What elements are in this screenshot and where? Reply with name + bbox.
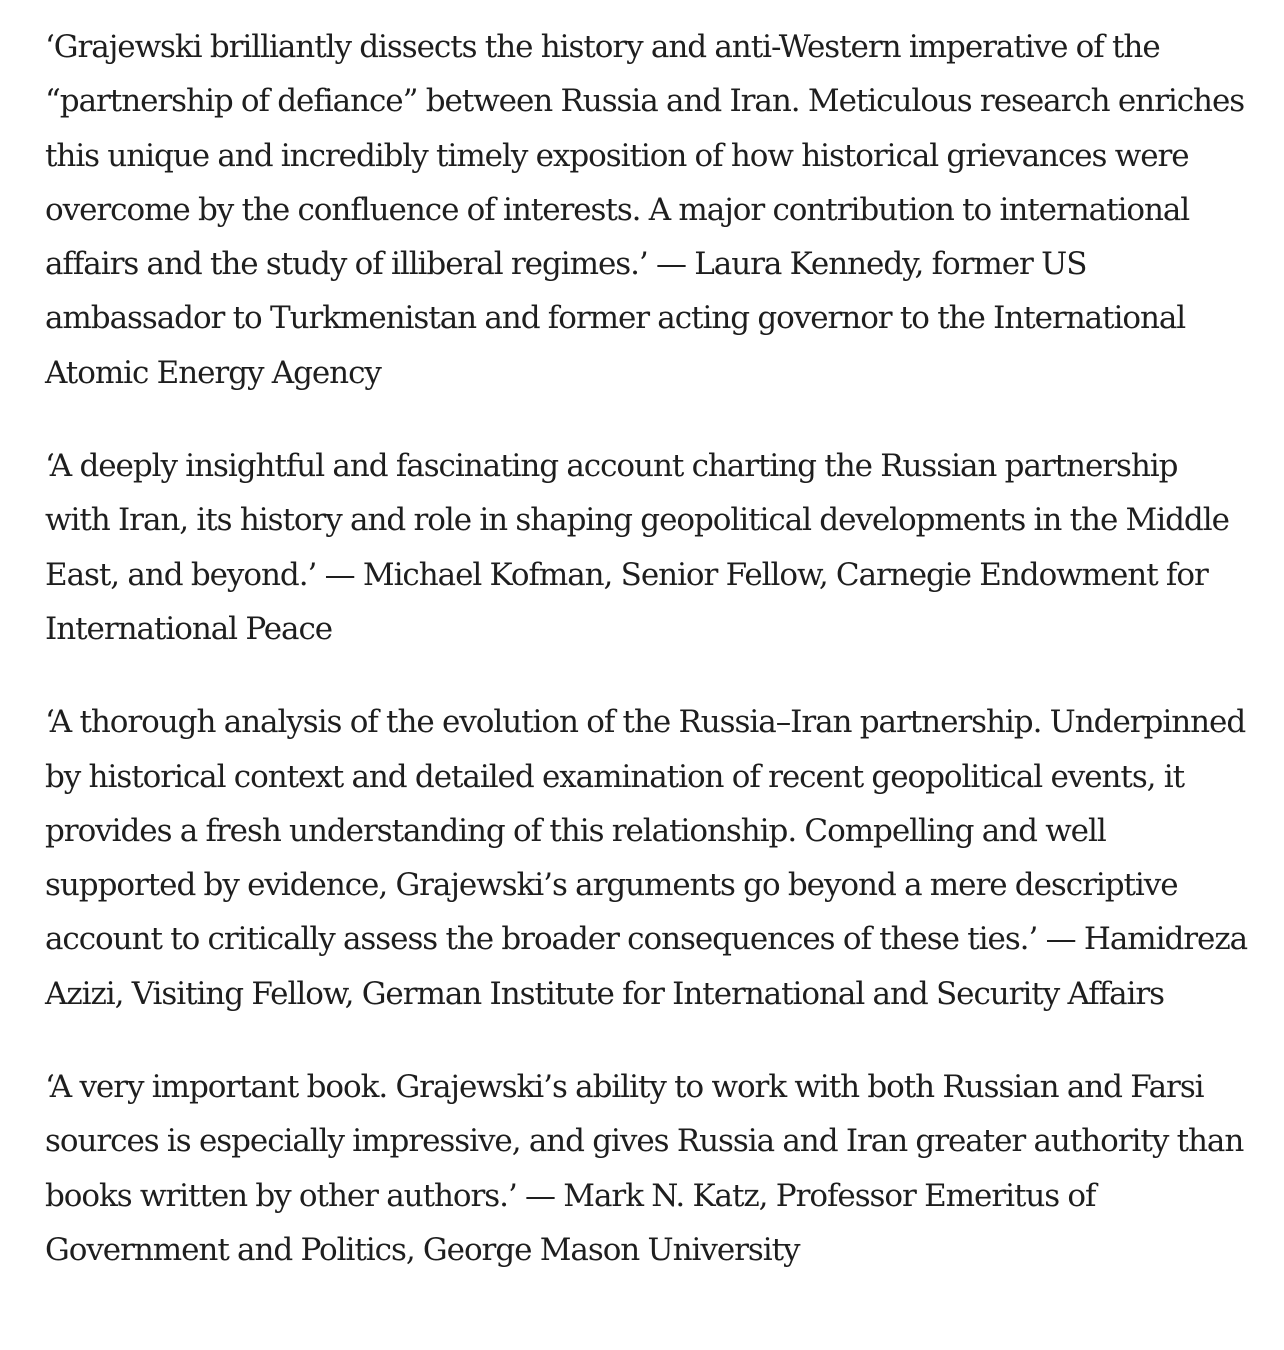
endorsement-quote-kofman: ‘A deeply insightful and fascinating account charting the Russian partnership with Iran, its history and role in shaping geopolitical developments in the Middle East, and beyond.’ — Michael Kofman, Senior Fellow, Carnegie Endowment for International Peace xyxy=(45,448,1229,647)
endorsement-quote-kennedy: ‘Grajewski brilliantly dissects the history and anti-Western imperative of the “partnership of defiance” between Russia and Iran. Meticulous research enriches this unique and incredibly timely exposition of how historical grievances were overcome by the confluence of interests. A major contribution to international affairs and the study of illiberal regimes.’ — Laura Kennedy, former US ambassador to Turkmenistan and former acting governor to the International Atomic Energy Agency xyxy=(45,29,1245,391)
endorsement-quote-katz: ‘A very important book. Grajewski’s ability to work with both Russian and Farsi sources is especially impressive, and gives Russia and Iran greater authority than books written by other authors.’ — Mark N. Katz, Professor Emeritus of Government and Politics, George Mason University xyxy=(45,1069,1244,1268)
endorsement-quote-azizi: ‘A thorough analysis of the evolution of the Russia–Iran partnership. Underpinned by historical context and detailed examination of recent geopolitical events, it provides a fresh understanding of this relationship. Compelling and well supported by evidence, Grajewski’s arguments go beyond a mere descriptive account to critically assess the broader consequences of these ties.’ — Hamidreza Azizi, Visiting Fellow, German Institute for International and Security Affairs xyxy=(45,704,1248,1012)
endorsements-section xyxy=(45,20,1250,1316)
